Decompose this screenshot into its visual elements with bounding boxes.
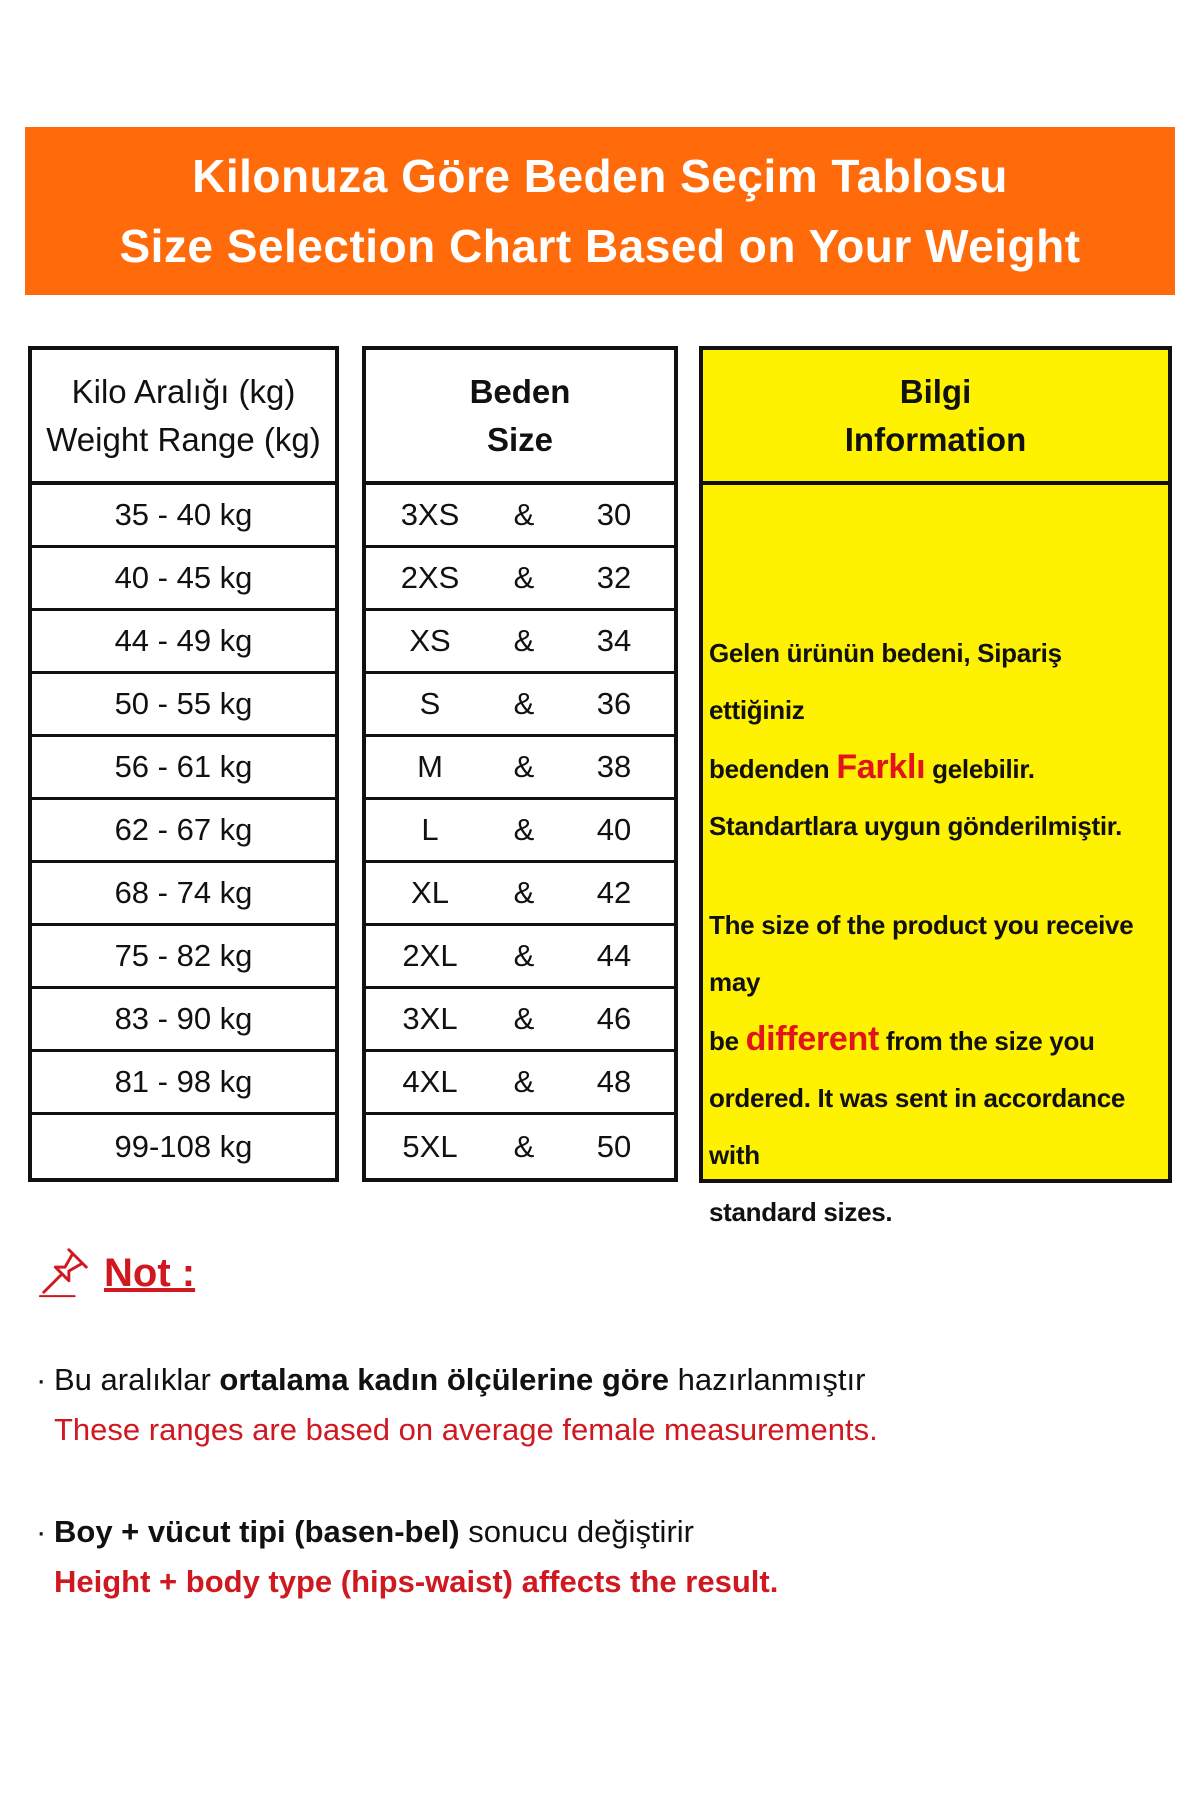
size-number: 42 — [596, 875, 632, 910]
size-header-tr: Beden — [469, 372, 571, 410]
header-title-en: Size Selection Chart Based on Your Weight — [119, 220, 1081, 272]
weight-cell: 35 - 40 kg — [114, 497, 253, 532]
note-text-bold: Boy + vücut tipi (basen-bel) — [54, 1514, 460, 1549]
size-letter: 3XL — [402, 1001, 458, 1036]
info-tr-line: Gelen ürünün bedeni, Sipariş ettiğiniz — [709, 638, 1062, 725]
info-en-line: The size of the product you receive may — [709, 910, 1134, 997]
size-letter: 4XL — [402, 1064, 458, 1099]
weight-header-en: Weight Range (kg) — [46, 420, 321, 458]
weight-cell: 62 - 67 kg — [114, 812, 253, 847]
info-tr-text: gelebilir. — [925, 754, 1035, 784]
table-row — [32, 800, 335, 863]
note-line-en: These ranges are based on average female measurements. — [54, 1412, 878, 1447]
weight-cell: 44 - 49 kg — [114, 623, 253, 658]
size-letter: XS — [409, 623, 451, 658]
size-letter: 5XL — [402, 1128, 458, 1164]
note-line-tr — [36, 1507, 778, 1557]
table-row — [366, 674, 674, 737]
info-en-text: from the size you — [878, 1026, 1095, 1056]
size-number: 38 — [596, 749, 632, 784]
header-title-tr: Kilonuza Göre Beden Seçim Tablosu — [192, 150, 1008, 202]
note-item — [36, 1355, 878, 1455]
size-number: 44 — [596, 938, 632, 973]
pushpin-icon — [36, 1242, 94, 1305]
weight-cell: 99-108 kg — [114, 1128, 253, 1164]
size-number: 40 — [596, 812, 632, 847]
size-separator: & — [513, 938, 535, 973]
info-en-highlight: different — [745, 1020, 879, 1058]
size-letter: S — [419, 686, 441, 721]
size-table-header — [366, 350, 674, 485]
bullet: · — [36, 1362, 47, 1397]
size-letter: 3XS — [400, 497, 460, 532]
weight-cell: 68 - 74 kg — [114, 875, 253, 910]
note-text: hazırlanmıştır — [669, 1362, 866, 1397]
size-number: 50 — [596, 1128, 632, 1164]
size-separator: & — [513, 1128, 535, 1164]
size-header-en: Size — [486, 420, 554, 458]
table-row — [32, 989, 335, 1052]
note-line-tr — [36, 1355, 878, 1405]
bullet: · — [36, 1514, 47, 1549]
table-row — [366, 800, 674, 863]
info-text-tr — [709, 625, 1162, 855]
size-separator: & — [513, 749, 535, 784]
table-row — [366, 737, 674, 800]
size-table — [362, 346, 678, 1182]
table-row — [32, 863, 335, 926]
table-row — [366, 989, 674, 1052]
weight-header-tr: Kilo Aralığı (kg) — [71, 372, 296, 410]
size-number: 46 — [596, 1001, 632, 1036]
size-letter: 2XL — [402, 938, 458, 973]
weight-cell: 75 - 82 kg — [114, 938, 253, 973]
size-separator: & — [513, 812, 535, 847]
size-letter: 2XS — [400, 560, 460, 595]
note-text: sonucu değiştirir — [459, 1514, 694, 1549]
table-row — [32, 1052, 335, 1115]
size-number: 36 — [596, 686, 632, 721]
info-en-line: standard sizes. — [709, 1197, 893, 1227]
table-row — [366, 485, 674, 548]
info-tr-text: bedenden — [709, 754, 837, 784]
weight-cell: 83 - 90 kg — [114, 1001, 253, 1036]
size-letter: XL — [411, 875, 449, 910]
table-row — [32, 611, 335, 674]
weight-range-table — [28, 346, 339, 1182]
table-row — [366, 863, 674, 926]
weight-cell: 81 - 98 kg — [114, 1064, 253, 1099]
table-row — [32, 548, 335, 611]
size-separator: & — [513, 1001, 535, 1036]
table-row — [32, 926, 335, 989]
table-row — [366, 548, 674, 611]
table-row — [32, 1115, 335, 1178]
size-separator: & — [513, 686, 535, 721]
weight-cell: 50 - 55 kg — [114, 686, 253, 721]
note-text: Bu aralıklar — [54, 1362, 220, 1397]
info-text-en — [709, 897, 1162, 1241]
size-separator: & — [513, 560, 535, 595]
size-separator: & — [513, 1064, 535, 1099]
weight-cell: 56 - 61 kg — [114, 749, 253, 784]
table-row — [366, 611, 674, 674]
info-en-line — [709, 1011, 1162, 1070]
table-row — [32, 674, 335, 737]
info-en-line: ordered. It was sent in accordance with — [709, 1083, 1126, 1170]
size-number: 32 — [596, 560, 632, 595]
header-banner — [25, 127, 1175, 295]
note-text-bold: ortalama kadın ölçülerine göre — [219, 1362, 670, 1397]
info-tr-line: Standartlara uygun gönderilmiştir. — [709, 811, 1123, 841]
info-header-en: Information — [844, 420, 1027, 458]
size-number: 30 — [596, 497, 632, 532]
info-panel-body — [703, 625, 1168, 1241]
table-row — [366, 1052, 674, 1115]
size-number: 48 — [596, 1064, 632, 1099]
info-header-tr: Bilgi — [899, 372, 972, 410]
weight-cell: 40 - 45 kg — [114, 560, 253, 595]
info-panel-header — [703, 350, 1168, 485]
size-letter: M — [417, 749, 443, 784]
size-separator: & — [513, 875, 535, 910]
note-title: Not : — [104, 1251, 196, 1295]
table-row — [32, 737, 335, 800]
note-item — [36, 1507, 778, 1607]
size-letter: L — [421, 812, 439, 847]
info-tr-highlight: Farklı — [836, 748, 926, 786]
table-row — [366, 926, 674, 989]
info-en-text: be — [709, 1026, 746, 1056]
information-panel — [699, 346, 1172, 1227]
table-row — [366, 1115, 674, 1178]
size-separator: & — [513, 623, 535, 658]
note-line-en: Height + body type (hips-waist) affects the result. — [54, 1564, 779, 1599]
table-row — [32, 485, 335, 548]
info-tr-line — [709, 739, 1162, 798]
size-number: 34 — [596, 623, 632, 658]
weight-table-header — [32, 350, 335, 485]
note-heading — [36, 1242, 195, 1305]
size-separator: & — [513, 497, 535, 532]
